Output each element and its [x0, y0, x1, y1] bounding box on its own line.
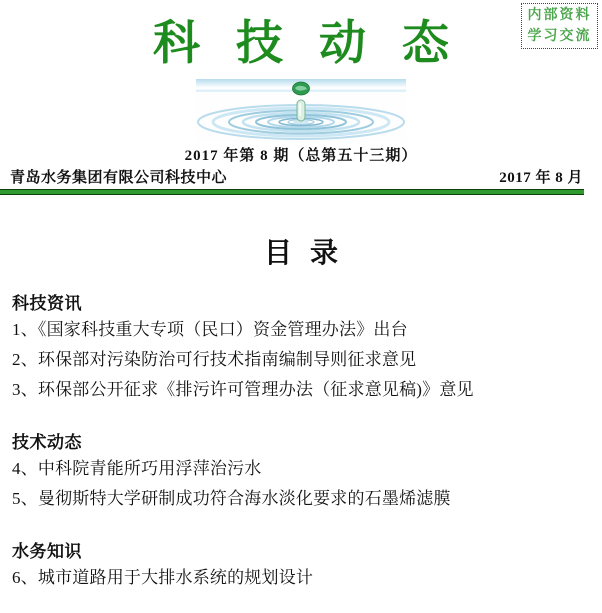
toc-section-water-knowledge: [12, 541, 590, 593]
section-heading: 技术动态: [12, 433, 82, 452]
toc-item: 2、环保部对污染防治可行技术指南编制导则征求意见: [12, 350, 417, 369]
masthead-row: [10, 166, 583, 187]
section-heading: 水务知识: [12, 542, 82, 561]
internal-use-line2: 学习交流: [527, 29, 592, 44]
water-ripple-image: [196, 79, 406, 142]
globe-logo-icon: [293, 82, 310, 95]
internal-use-line1: 内部资料: [527, 8, 592, 23]
toc-item: 4、中科院青能所巧用浮萍治污水: [12, 459, 262, 478]
newsletter-title: 科技动态: [153, 18, 485, 70]
toc-section-tech-trends: [12, 432, 590, 514]
section-heading: 科技资讯: [12, 294, 82, 313]
issue-date: 2017 年 8 月: [499, 170, 583, 186]
water-droplet-icon: [297, 100, 305, 121]
toc-title: 目录: [263, 238, 356, 269]
organization-name: 青岛水务集团有限公司科技中心: [10, 170, 228, 186]
toc-item: 3、环保部公开征求《排污许可管理办法（征求意见稿)》意见: [12, 380, 474, 399]
toc-item: 5、曼彻斯特大学研制成功符合海水淡化要求的石墨烯滤膜: [12, 489, 451, 508]
toc-item: 6、城市道路用于大排水系统的规划设计: [12, 568, 314, 587]
green-divider-rule: [0, 189, 584, 195]
toc-item: 1、《国家科技重大专项（民口）资金管理办法》出台: [12, 320, 408, 339]
issue-line: 2017 年第 8 期（总第五十三期）: [184, 148, 418, 164]
toc-section-tech-news: [12, 293, 590, 405]
toc-sections: [12, 293, 590, 613]
